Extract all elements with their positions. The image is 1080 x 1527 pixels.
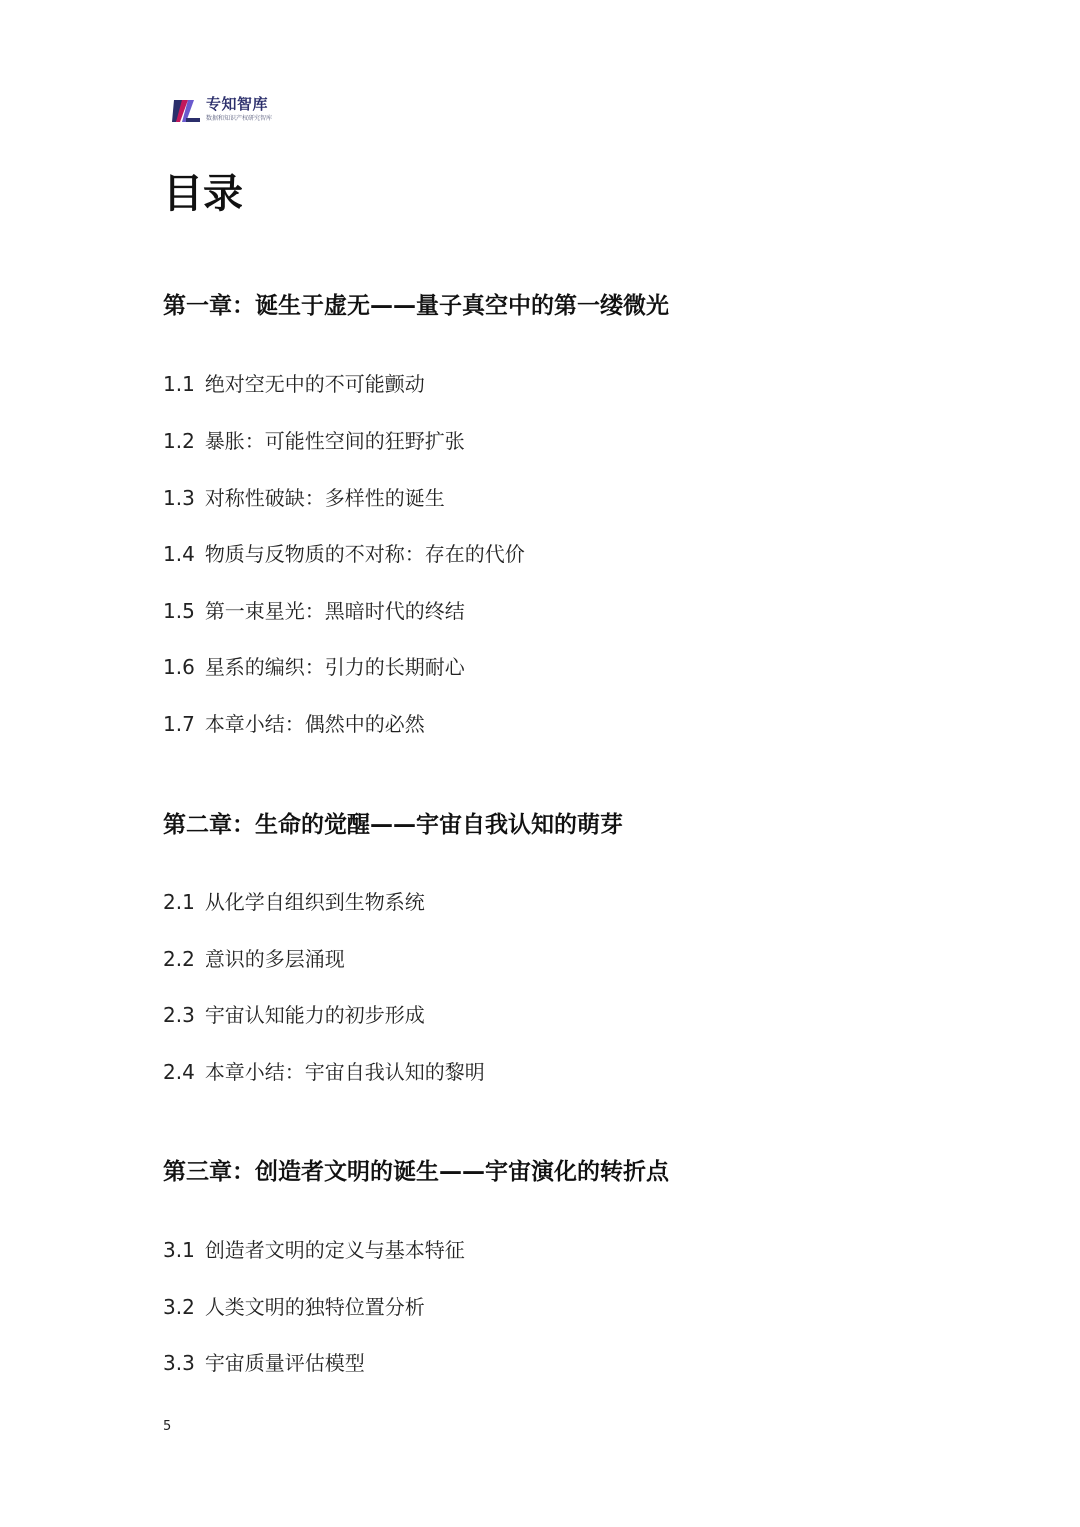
logo-name: 专知智库 xyxy=(206,95,269,113)
toc-item-label: 物质与反物质的不对称：存在的代价 xyxy=(204,542,525,566)
toc-item[interactable] xyxy=(163,710,425,738)
toc-item-number: 2.1 xyxy=(163,890,195,914)
brand-logo xyxy=(172,96,272,130)
toc-item-label: 宇宙认知能力的初步形成 xyxy=(204,1003,425,1027)
toc-item-label: 本章小结：偶然中的必然 xyxy=(204,712,425,736)
toc-item-number: 2.2 xyxy=(163,947,195,971)
toc-item[interactable] xyxy=(163,540,525,568)
toc-item[interactable] xyxy=(163,1293,425,1321)
toc-item-number: 1.4 xyxy=(163,542,195,566)
toc-item-number: 1.6 xyxy=(163,655,195,679)
toc-item-label: 从化学自组织到生物系统 xyxy=(204,890,425,914)
toc-item-label: 意识的多层涌现 xyxy=(204,947,345,971)
toc-item[interactable] xyxy=(163,1349,365,1377)
toc-item-number: 3.3 xyxy=(163,1351,195,1375)
chapter-heading[interactable]: 第一章：诞生于虚无——量子真空中的第一缕微光 xyxy=(163,293,669,319)
toc-item-label: 宇宙质量评估模型 xyxy=(204,1351,365,1375)
toc-item-label: 本章小结：宇宙自我认知的黎明 xyxy=(204,1060,485,1084)
toc-item-number: 1.1 xyxy=(163,372,195,396)
toc-item[interactable] xyxy=(163,1236,465,1264)
toc-item-label: 对称性破缺：多样性的诞生 xyxy=(204,486,445,510)
toc-item-number: 3.1 xyxy=(163,1238,195,1262)
toc-item[interactable] xyxy=(163,945,345,973)
toc-item[interactable] xyxy=(163,1058,485,1086)
toc-item-number: 2.4 xyxy=(163,1060,195,1084)
page-number: 5 xyxy=(163,1419,172,1434)
toc-item-label: 创造者文明的定义与基本特征 xyxy=(204,1238,465,1262)
toc-item-label: 绝对空无中的不可能颤动 xyxy=(204,372,425,396)
toc-item-number: 1.3 xyxy=(163,486,195,510)
toc-item[interactable] xyxy=(163,653,465,681)
logo-tagline: 数据和知识产权研究智库 xyxy=(206,115,273,122)
toc-item-label: 暴胀：可能性空间的狂野扩张 xyxy=(204,429,465,453)
toc-item-number: 2.3 xyxy=(163,1003,195,1027)
toc-item[interactable] xyxy=(163,597,465,625)
toc-item[interactable] xyxy=(163,427,465,455)
toc-item[interactable] xyxy=(163,484,445,512)
zhuanzhi-logo-icon xyxy=(172,96,202,126)
toc-item[interactable] xyxy=(163,888,425,916)
toc-item-number: 1.2 xyxy=(163,429,195,453)
toc-item-label: 第一束星光：黑暗时代的终结 xyxy=(204,599,465,623)
toc-item[interactable] xyxy=(163,370,425,398)
page-title: 目录 xyxy=(163,171,243,217)
chapter-heading[interactable]: 第三章：创造者文明的诞生——宇宙演化的转折点 xyxy=(163,1159,669,1185)
toc-item-label: 人类文明的独特位置分析 xyxy=(204,1295,425,1319)
toc-item-number: 1.5 xyxy=(163,599,195,623)
toc-item-number: 3.2 xyxy=(163,1295,195,1319)
toc-item-number: 1.7 xyxy=(163,712,195,736)
chapter-heading[interactable]: 第二章：生命的觉醒——宇宙自我认知的萌芽 xyxy=(163,812,623,838)
toc-item-label: 星系的编织：引力的长期耐心 xyxy=(204,655,465,679)
toc-item[interactable] xyxy=(163,1001,425,1029)
